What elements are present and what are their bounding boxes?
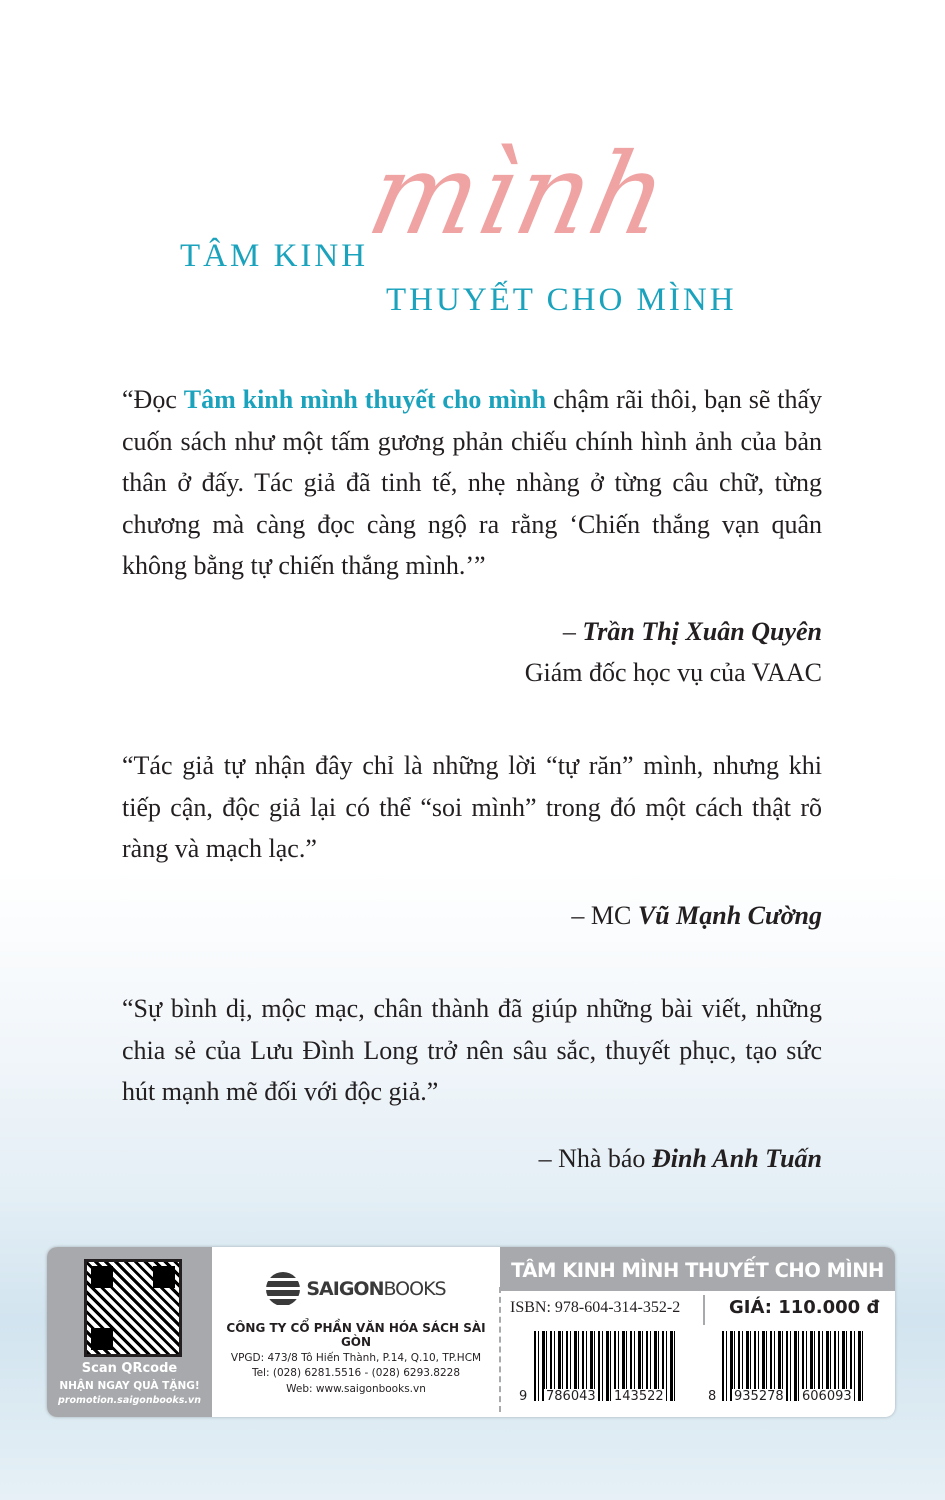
divider (703, 1295, 705, 1325)
company-address: VPGD: 473/8 Tô Hiến Thành, P.14, Q.10, TP.HCM (230, 1352, 482, 1364)
qr-promo: NHẬN NGAY QUÀ TẶNG! (59, 1380, 200, 1392)
quote-2: “Tác giả tự nhận đây chỉ là những lời “tự răn” mình, nhưng khi tiếp cận, độc giả lại có thể “soi mình” trong đó một cách thật rõ ràng và mạch lạc.” (122, 751, 822, 863)
publisher-logo: SAIGONBOOKS (212, 1271, 500, 1307)
barcode-digits-right: 606093 (802, 1389, 852, 1404)
qr-caption: Scan QRcode (81, 1361, 178, 1376)
barcode-digits-right: 143522 (614, 1389, 664, 1404)
barcode-digit: 9 (519, 1389, 528, 1404)
qr-code[interactable] (84, 1259, 182, 1357)
quote-1-attribution: – Trần Thị Xuân Quyên Giám đốc học vụ của VAAC (524, 617, 822, 687)
title-line-1: TÂM KINH (180, 238, 369, 274)
quote-3: “Sự bình dị, mộc mạc, chân thành đã giúp những bài viết, những chia sẻ của Lưu Đình Long trở nên sâu sắc, thuyết phục, tạo sức hút mạnh mẽ đối với độc giả.” (122, 994, 822, 1106)
book-title-label: TÂM KINH MÌNH THUYẾT CHO MÌNH (500, 1247, 895, 1291)
saigonbooks-logo-icon (266, 1272, 300, 1306)
barcode-digit: 8 (708, 1389, 717, 1404)
quote-3-attribution: – Nhà báo Đinh Anh Tuấn (538, 1144, 822, 1173)
quote-2-attribution: – MC Vũ Mạnh Cường (571, 901, 822, 930)
title-script-word: mình (358, 130, 681, 260)
isbn: ISBN: 978-604-314-352-2 (510, 1299, 681, 1316)
price: GIÁ: 110.000 đ (729, 1297, 880, 1318)
company-name: CÔNG TY CỔ PHẦN VĂN HÓA SÁCH SÀI GÒN (226, 1321, 486, 1349)
company-tel: Tel: (028) 6281.5516 - (028) 6293.8228 (251, 1367, 461, 1379)
barcode-digits-left: 786043 (546, 1389, 596, 1404)
barcode-digits-left: 935278 (734, 1389, 784, 1404)
book-title-highlight: Tâm kinh mình thuyết cho mình (183, 385, 547, 414)
company-web: Web: www.saigonbooks.vn (286, 1383, 426, 1395)
title-line-2: THUYẾT CHO MÌNH (386, 282, 737, 318)
publisher-info (212, 1247, 500, 1417)
info-panel (47, 1247, 895, 1417)
divider (499, 1287, 501, 1412)
quote-1: “Đọc Tâm kinh mình thuyết cho mình chậm rãi thôi, bạn sẽ thấy cuốn sách như một tấm gương phản chiếu chính hình ảnh của bản thân ở đấy. Tác giả đã tinh tế, nhẹ nhàng ở từng câu chữ, từng chương mà càng đọc càng ngộ ra rằng ‘Chiến thắng vạn quân không bằng tự chiến thắng mình.’” (122, 385, 823, 580)
qr-section (47, 1247, 212, 1417)
qr-url: promotion.saigonbooks.vn (58, 1395, 201, 1406)
